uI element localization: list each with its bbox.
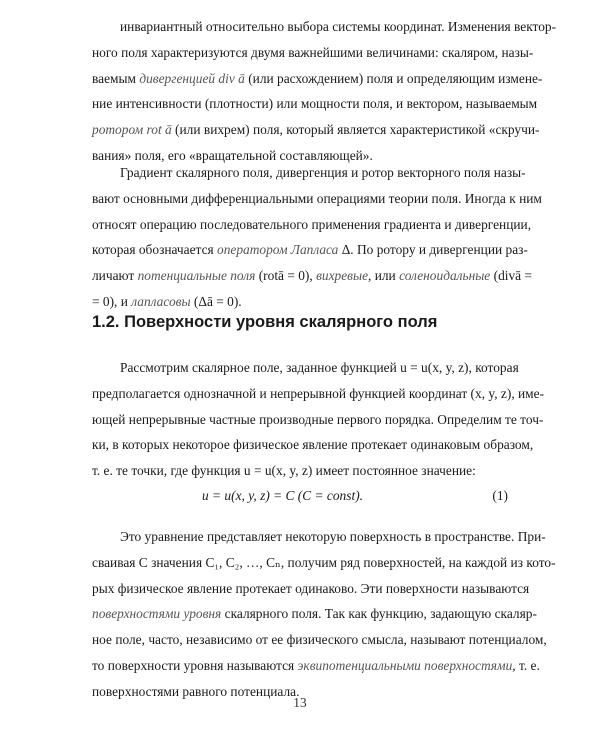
- text-line: ки, в которых некоторое физическое явление протекает одинаковым образом,: [92, 437, 534, 453]
- text-line: поверхностями уровня скалярного поля. Так как функцию, задающую скаляр-: [92, 606, 537, 622]
- italic-term: дивергенцией div ā: [139, 70, 245, 86]
- italic-term: потенциальные поля: [137, 268, 256, 284]
- italic-term: поверхностями уровня: [92, 606, 222, 622]
- paragraph-level-surfaces: [92, 524, 556, 705]
- text-line: ющей непрерывные частные производные первого порядка. Определим те точ-: [92, 411, 544, 427]
- text-line: относят операцию последовательного применения градиента и дивергенции,: [92, 216, 532, 232]
- text-line: личают потенциальные поля (rotā = 0), вихревые, или соленоидальные (divā =: [92, 268, 533, 284]
- equation-number: (1): [492, 488, 508, 503]
- text-line: ваемым дивергенцией div ā (или расхождением) поля и определяющим измене-: [92, 70, 543, 86]
- paragraph-differential-operations: [92, 160, 542, 315]
- text-line: т. е. те точки, где функция u = u(x, y, z) имеет постоянное значение:: [92, 463, 476, 479]
- italic-term: соленоидальные: [399, 268, 491, 284]
- text-line: Градиент скалярного поля, дивергенция и ротор векторного поля назы-: [120, 165, 526, 180]
- text-line: = 0), и лапласовы (Δā = 0).: [92, 293, 242, 309]
- paragraph-scalar-field: [92, 355, 545, 484]
- text-line: ного поля характеризуются двумя важнейшими величинами: скаляром, назы-: [92, 44, 534, 60]
- text-line: Это уравнение представляет некоторую поверхность в пространстве. При-: [120, 529, 546, 544]
- text-line: предполагается однозначной и непрерывной функцией координат (x, y, z), име-: [92, 385, 545, 401]
- italic-term: ротором rot ā: [92, 122, 172, 138]
- text-line: ротором rot ā (или вихрем) поля, который является характеристикой «скручи-: [92, 122, 540, 138]
- text-line: ние интенсивности (плотности) или мощности поля, и вектором, называемым: [92, 96, 538, 112]
- italic-term: лапласовы: [131, 293, 191, 309]
- equation-body: u = u(x, y, z) = C (C = const).: [202, 488, 363, 503]
- text-line: инвариантный относительно выбора системы координат. Изменения вектор-: [120, 19, 557, 34]
- text-line: поверхностями равного потенциала.: [92, 683, 300, 699]
- italic-term: вихревые: [316, 268, 369, 284]
- page-number: 13: [293, 695, 307, 710]
- italic-term: эквипотенциальными поверхностями: [297, 657, 513, 673]
- text-line: Рассмотрим скалярное поле, заданное функцией u = u(x, y, z), которая: [120, 360, 519, 375]
- text-line: которая обозначается оператором Лапласа Δ. По ротору и дивергенции раз-: [92, 242, 528, 258]
- text-line: то поверхности уровня называются эквипотенциальными поверхностями, т. е.: [92, 657, 540, 673]
- paragraph-vector-field-divergence: [92, 14, 557, 169]
- equation-1: [92, 483, 508, 509]
- text-line: ное поле, часто, независимо от ее физического смысла, называют потенциалом,: [92, 632, 547, 648]
- text-line: сваивая C значения C₁, C₂, …, Cₙ, получим ряд поверхностей, на каждой из кото-: [92, 554, 556, 570]
- text-line: рых физическое явление протекает одинаково. Эти поверхности называются: [92, 580, 530, 596]
- text-line: вают основными дифференциальными операциями теории поля. Иногда к ним: [92, 190, 542, 206]
- text-line: вания» поля, его «вращательной составляющей».: [92, 147, 373, 163]
- italic-term: оператором Лапласа: [217, 242, 339, 258]
- section-heading: 1.2. Поверхности уровня скалярного поля: [92, 313, 438, 331]
